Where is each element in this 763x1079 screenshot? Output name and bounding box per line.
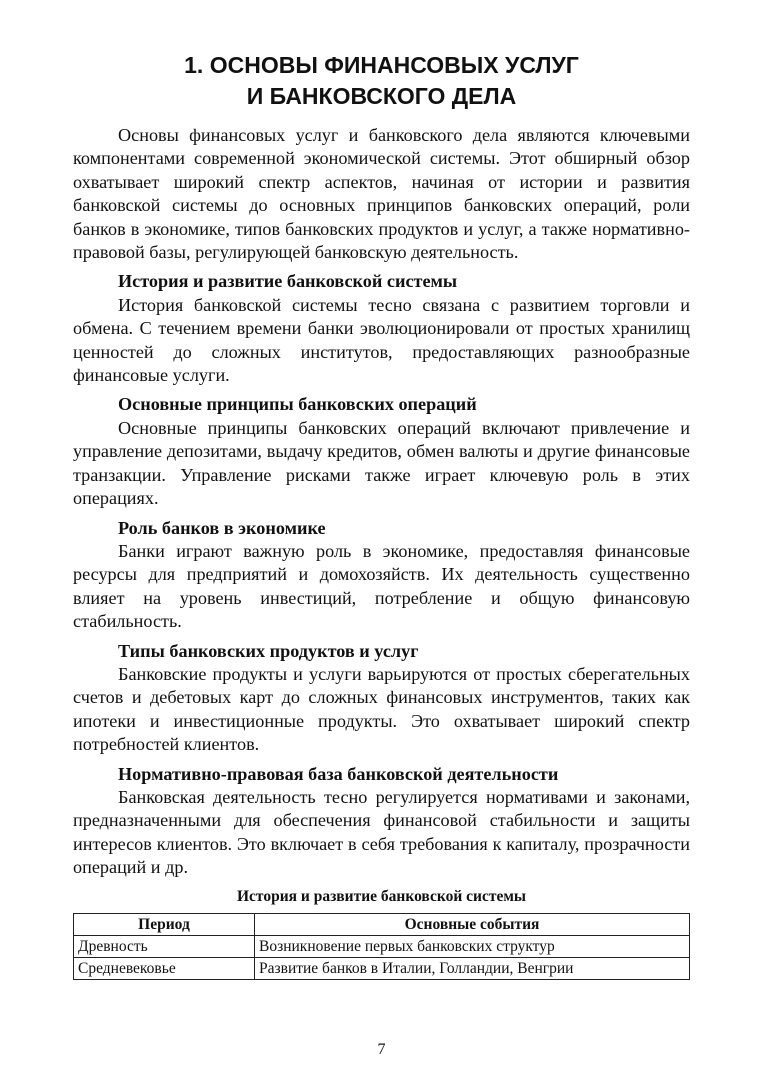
document-page — [73, 50, 690, 980]
section-text-role: Банки играют важную роль в экономике, предоставляя финансовые ресурсы для предприятий и домохозяйств. Их деятельность существенно влияет на уровень инвестиций, потребление и общую финансовую стабильность. — [73, 540, 690, 632]
section-heading-regulation: Нормативно-правовая база банковской деятельности — [118, 763, 559, 784]
chapter-title — [73, 50, 690, 112]
table-header-period: Период — [74, 913, 255, 935]
section-heading-principles: Основные принципы банковских операций — [118, 394, 477, 415]
table-header-row — [74, 913, 690, 935]
chapter-title-line-1: 1. ОСНОВЫ ФИНАНСОВЫХ УСЛУГ — [184, 52, 579, 78]
section-heading-role: Роль банков в экономике — [118, 517, 326, 538]
section-heading-products: Типы банковских продуктов и услуг — [118, 640, 419, 661]
table-caption: История и развитие банковской системы — [237, 887, 526, 905]
section-text-principles: Основные принципы банковских операций включают привлечение и управление депозитами, выдачу кредитов, обмен валюты и другие финансовые транзакции. Управление рисками также играет ключевую роль в этих операциях. — [73, 417, 690, 509]
page-number: 7 — [377, 1041, 386, 1058]
intro-paragraph: Основы финансовых услуг и банковского дела являются ключевыми компонентами современной экономической системы. Этот обширный обзор охватывает широкий спектр аспектов, начиная от истории и развития банковской системы до основных принципов банковских операций, роли банков в экономике, типов банковских продуктов и услуг, а также нормативно-правовой базы, регулирующей банковскую деятельность. — [73, 125, 690, 263]
chapter-title-line-2: И БАНКОВСКОГО ДЕЛА — [246, 83, 517, 109]
table-row — [74, 957, 690, 979]
section-text-history: История банковской системы тесно связана с развитием торговли и обмена. С течением времени банки эволюционировали от простых хранилищ ценностей до сложных институтов, предоставляющих разнообразные финансовые услуги. — [73, 294, 690, 386]
section-text-products: Банковские продукты и услуги варьируются от простых сберегательных счетов и дебетовых карт до сложных финансовых инструментов, таких как ипотеки и инвестиционные продукты. Это охватывает широкий спектр потребностей клиентов. — [73, 663, 690, 755]
table-cell-period: Средневековье — [74, 957, 255, 979]
section-heading-history: История и развитие банковской системы — [118, 271, 458, 292]
section-text-regulation: Банковская деятельность тесно регулируется нормативами и законами, предназначенными для обеспечения финансовой стабильности и защиты интересов клиентов. Это включает в себя требования к капиталу, прозрачности операций и др. — [73, 786, 690, 878]
table-row — [74, 935, 690, 957]
table-cell-period: Древность — [74, 935, 255, 957]
table-header-events: Основные события — [255, 913, 690, 935]
table-cell-events: Возникновение первых банковских структур — [255, 935, 690, 957]
table-cell-events: Развитие банков в Италии, Голландии, Венгрии — [255, 957, 690, 979]
events-table — [73, 913, 690, 980]
